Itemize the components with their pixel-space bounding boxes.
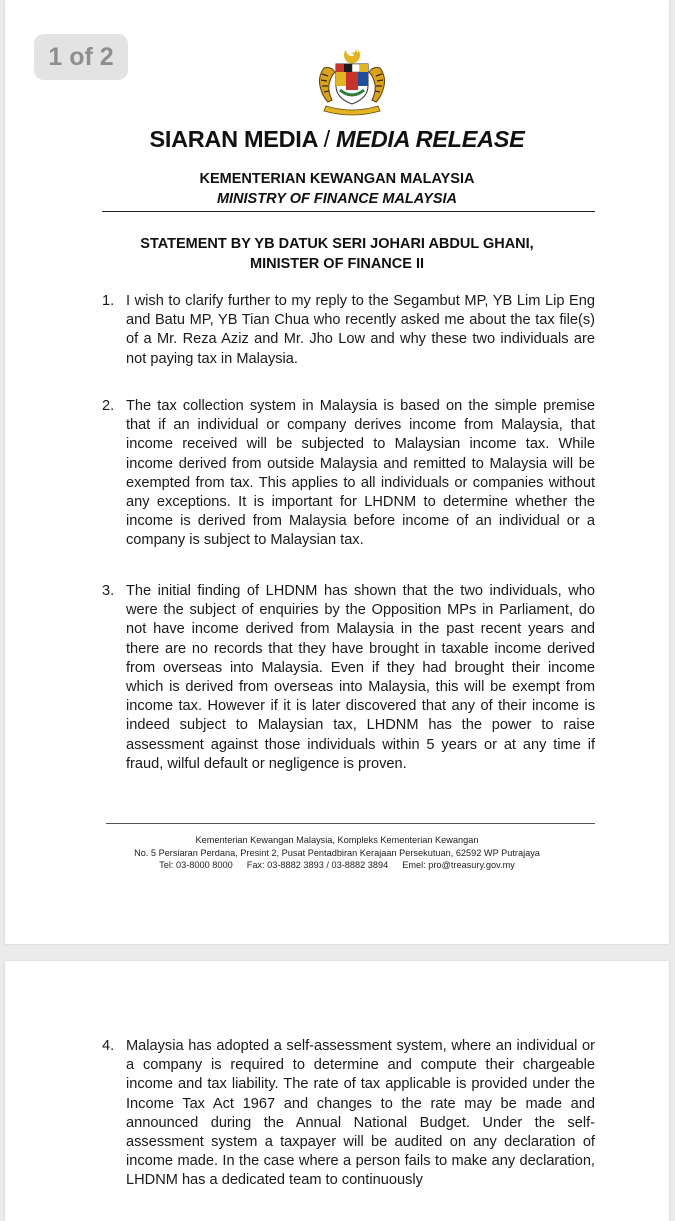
paragraph-text: I wish to clarify further to my reply to the Segambut MP, YB Lim Lip Eng and Batu MP, YB Tian Chua who recently asked me about the tax file(s) of a Mr. Reza Aziz and Mr. Jho Low and why these two individuals are not paying tax in Malaysia. xyxy=(126,293,595,367)
paragraph-number: 1. xyxy=(102,293,115,309)
paragraph-number: 3. xyxy=(102,583,115,599)
footer-tel: Tel: 03-8000 8000 xyxy=(159,860,233,870)
paragraph-text: The tax collection system in Malaysia is based on the simple premise that if an individual or company derives income from Malaysia, that income received will be subjected to Malaysian income tax. While income derived from outside Malaysia and remitted to Malaysia will be exempted from tax. This applies to all individuals or companies without any exceptions. It is important for LHDNM to determine whether the income is derived from Malaysia before income of an individual or a company is subject to Malaysian tax. xyxy=(126,398,595,549)
paragraph-4 xyxy=(102,1037,595,1191)
footer-contact xyxy=(5,859,669,872)
malaysia-coat-of-arms-icon xyxy=(310,46,394,116)
paragraph-3 xyxy=(102,582,595,774)
footer-line2: No. 5 Persiaran Perdana, Presint 2, Pusat Pentadbiran Kerajaan Persekutuan, 62592 WP Putrajaya xyxy=(134,847,540,858)
footer-line1: Kementerian Kewangan Malaysia, Kompleks Kementerian Kewangan xyxy=(195,835,479,845)
statement-title xyxy=(5,234,669,274)
statement-title-line1: STATEMENT BY YB DATUK SERI JOHARI ABDUL GHANI, xyxy=(140,236,534,252)
footer-divider xyxy=(106,823,595,824)
document-page-1[interactable] xyxy=(5,0,669,944)
paragraph-number: 2. xyxy=(102,398,115,414)
paragraph-1 xyxy=(102,292,595,369)
header-divider xyxy=(102,211,595,212)
paragraph-2 xyxy=(102,397,595,551)
ministry-name-english: MINISTRY OF FINANCE MALAYSIA xyxy=(216,191,458,207)
page-indicator: 1 of 2 xyxy=(34,34,128,80)
document-page-2[interactable] xyxy=(5,961,669,1221)
paragraph-number: 4. xyxy=(102,1038,115,1054)
paragraph-text: The initial finding of LHDNM has shown that the two individuals, who were the subject of enquiries by the Opposition MPs in Parliament, do not have income derived from Malaysia in the past recent years and there are no records that they have brought in taxable income derived from overseas into Malaysia. Even if they had brought their income which is derived from overseas into Malaysia, this will be exempt from income tax. However if it is later discovered that any of their income is indeed subject to Malaysian tax, LHDNM has the power to raise assessment against those individuals within 5 years or at any time if fraud, wilful default or negligence is proven. xyxy=(126,583,595,772)
release-title: SIARAN MEDIA / MEDIA RELEASE xyxy=(149,126,525,152)
paragraph-text: Malaysia has adopted a self-assessment system, where an individual or a company is required to determine and compute their chargeable income and tax liability. The rate of tax applicable is provided under the Income Tax Act 1967 and changes to the rate may be made and announced during the Annual National Budget. Under the self-assessment system a taxpayer will be audited on any declaration of income made. In the case where a person fails to make any declaration, LHDNM has a dedicated team to continuously xyxy=(126,1038,595,1189)
ministry-name-malay: KEMENTERIAN KEWANGAN MALAYSIA xyxy=(199,171,475,187)
footer-address xyxy=(5,834,669,872)
footer-fax: Fax: 03-8882 3893 / 03-8882 3894 xyxy=(246,860,389,870)
statement-title-line2: MINISTER OF FINANCE II xyxy=(250,256,424,272)
footer-email: Emel: pro@treasury.gov.my xyxy=(402,860,515,870)
